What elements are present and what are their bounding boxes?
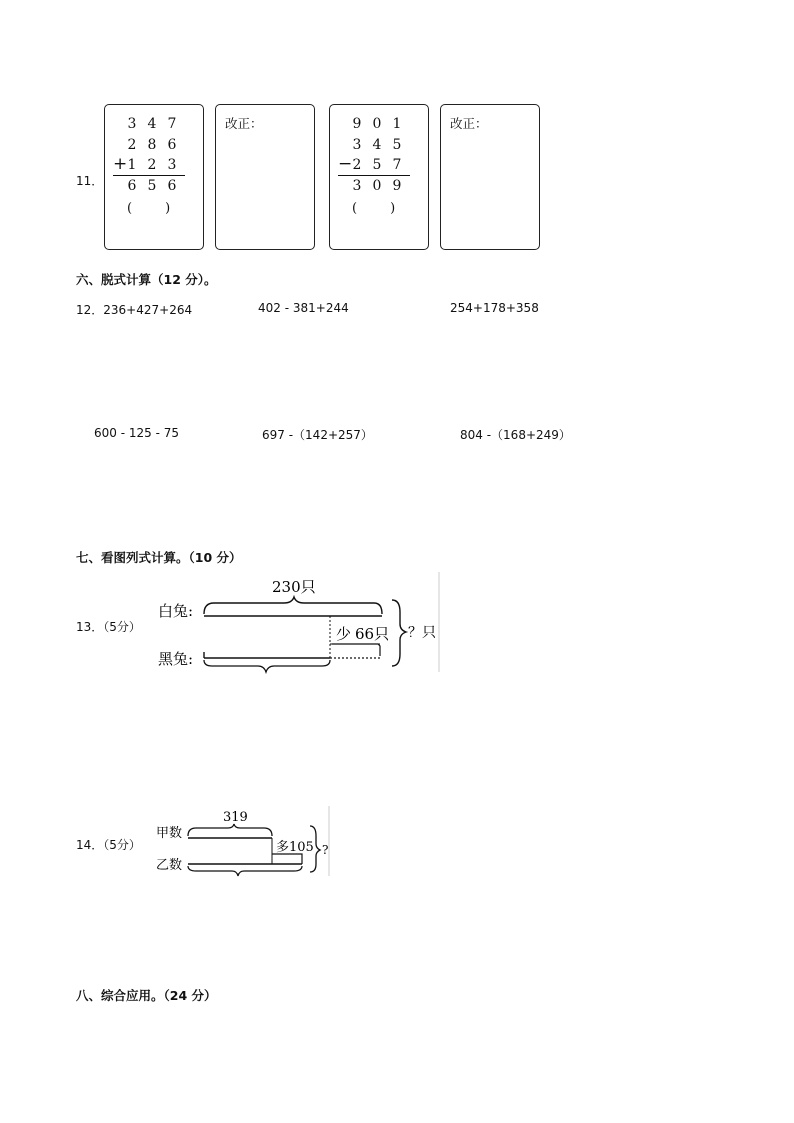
q12-expr-3: 254+178+358 <box>450 301 539 315</box>
q14-top-label: 甲数 <box>156 826 183 841</box>
q14-total-value: 319 <box>223 810 248 825</box>
difference-line <box>338 175 410 176</box>
q13-bottom-label: 黑兔: <box>158 650 194 668</box>
q11-left-calc-box: 3 4 7 2 8 6 + 1 2 3 6 5 6 ( ) <box>104 104 204 250</box>
q13-top-label: 白兔: <box>158 602 194 620</box>
q13-top-brace <box>204 597 382 614</box>
q11-right-correction-box[interactable] <box>440 104 540 250</box>
q14-bottom-label: 乙数 <box>156 858 183 873</box>
q11-right-calc-box: 9 0 1 3 4 5 − 2 5 7 3 0 9 ( ) <box>329 104 429 250</box>
plus-sign: + <box>113 154 128 174</box>
q13-label: 13．（5分） <box>76 620 141 634</box>
q14-diff-prefix: 多 <box>276 840 290 855</box>
correction-label: 改正： <box>225 116 263 131</box>
correction-label: 改正： <box>450 116 488 131</box>
section-8-title: 八、综合应用。（24 分） <box>76 988 217 1003</box>
q12-expr-6: 804 -（168+249） <box>460 428 571 442</box>
q14-bottom-brace <box>188 866 302 876</box>
q14-question: ? <box>322 843 329 857</box>
q12-expr-5: 697 -（142+257） <box>262 428 373 442</box>
q13-difference-brace <box>332 644 380 656</box>
q14-top-brace <box>188 824 272 836</box>
q11-right-check-blank[interactable]: ( ) <box>352 201 396 216</box>
q11-left-check-blank[interactable]: ( ) <box>127 201 171 216</box>
q14-diagram <box>152 806 332 878</box>
q13-bottom-brace <box>204 660 330 672</box>
q11-left-correction-box[interactable] <box>215 104 315 250</box>
q12-expr-1: 12．236+427+264 <box>76 303 193 317</box>
q13-diagram <box>152 572 442 674</box>
section-7-title: 七、看图列式计算。（10 分） <box>76 550 242 565</box>
q14-diff-value: 105 <box>289 840 314 855</box>
sum-line <box>113 175 185 176</box>
q13-right-brace <box>392 600 406 666</box>
q12-number: 12． <box>76 303 104 317</box>
section-6-title: 六、脱式计算（12 分）。 <box>76 272 217 287</box>
q13-total-value: 230只 <box>272 578 316 596</box>
q13-diff-value: 66只 <box>355 625 390 643</box>
q13-question: ？只 <box>408 625 436 641</box>
q12-expr-4: 600 - 125 - 75 <box>94 426 179 440</box>
q13-diff-prefix: 少 <box>336 625 352 643</box>
q11-number: 11． <box>76 174 104 188</box>
q14-label: 14．（5分） <box>76 838 141 852</box>
q12-expr-2: 402 - 381+244 <box>258 301 349 315</box>
q14-difference-box <box>272 854 302 864</box>
minus-sign: − <box>338 154 353 174</box>
